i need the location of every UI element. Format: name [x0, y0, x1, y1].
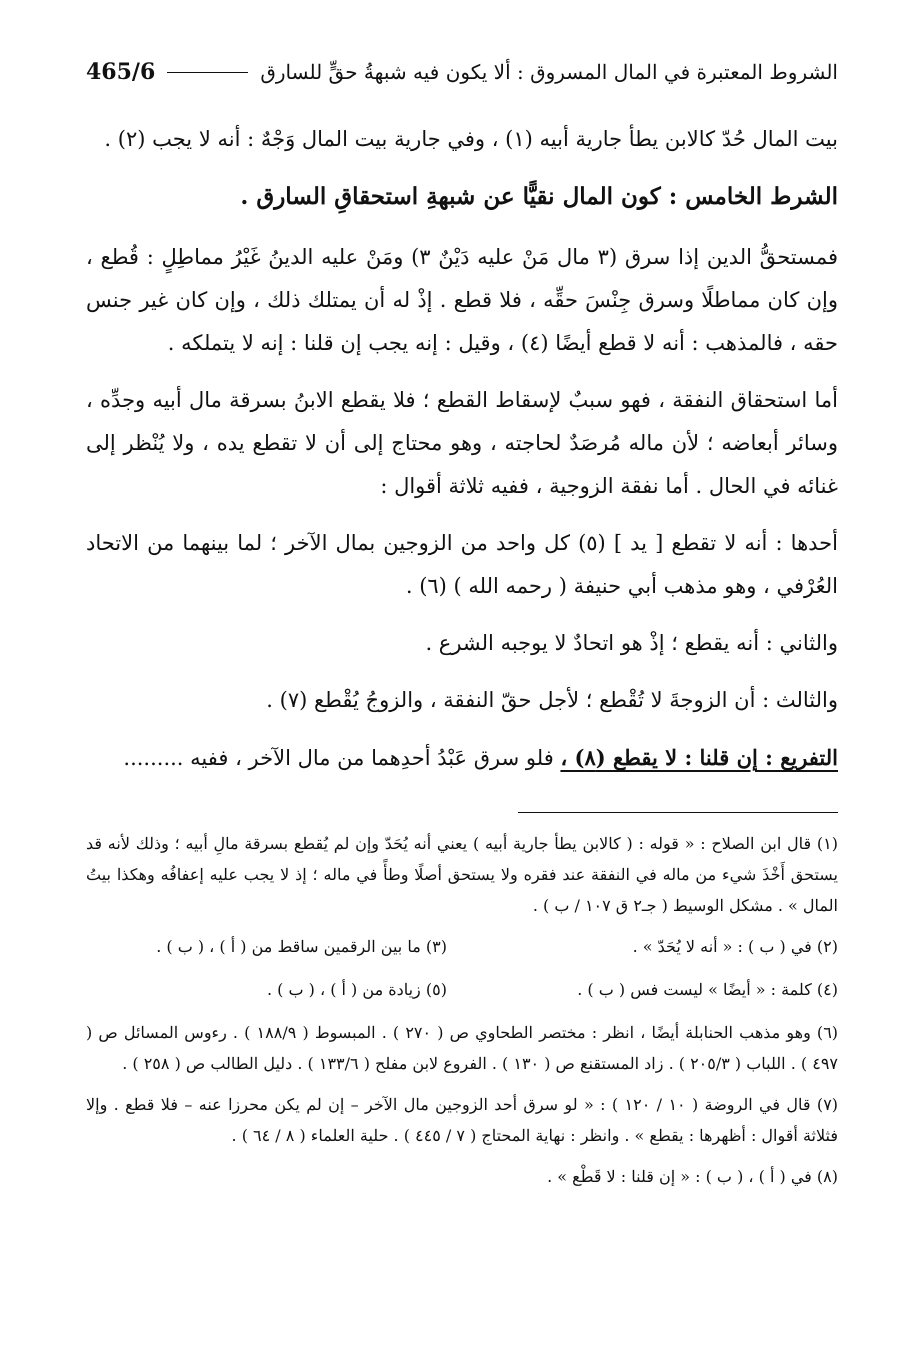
footnote-6: (٦) وهو مذهب الحنابلة أيضًا ، انظر : مختصر الطحاوي ص ( ٢٧٠ ) . المبسوط ( ١٨٨/٩ ) . رءوس المسائل ص ( ٤٩٧ ) . اللباب ( ٢٠٥/٣ ) . زاد المستقنع ص ( ١٣٠ ) . الفروع لابن مفلح ( ١٣٣/٦ ) . دليل الطالب ص ( ٢٥٨ ) . [86, 1023, 839, 1073]
running-head-rule [167, 72, 248, 73]
paragraph-1: بيت المال حُدّ كالابن يطأ جارية أبيه (١) ، وفي جارية بيت المال وَجْهٌ : أنه لا يجب (٢) . [104, 127, 838, 151]
running-head [86, 52, 838, 92]
footnote-5: (٥) زيادة من ( أ ) ، ( ب ) . [266, 980, 447, 999]
running-head-title: الشروط المعتبرة في المال المسروق : ألا يكون فيه شبهةُ حقٍّ للسارق [260, 60, 838, 84]
section-heading: الشرط الخامس : كون المال نقيًّا عن شبهةِ استحقاقِ السارق . [240, 183, 838, 210]
paragraph-3: أما استحقاق النفقة ، فهو سببٌ لإسقاط القطع ؛ فلا يقطع الابنُ بسرقة مال أبيه وجدِّه ، وسائر أبعاضه ؛ لأن ماله مُرصَدٌ لحاجته ، وهو محتاج إلى أن لا تقطع يده ، ولا يُنْظر إلى غنائه في الحال . أما نفقة الزوجية ، ففيه ثلاثة أقوال : [86, 388, 838, 498]
footnote-8: (٨) في ( أ ) ، ( ب ) : « إن قلنا : لا قَطْع » . [547, 1167, 838, 1186]
footnote-4: (٤) كلمة : « أيضًا » ليست فس ( ب ) . [577, 980, 838, 999]
paragraph-4: أحدها : أنه لا تقطع [ يد ] (٥) كل واحد من الزوجين بمال الآخر ؛ لما بينهما من الاتحاد العُرْفي ، وهو مذهب أبي حنيفة ( رحمه الله ) (٦) . [86, 531, 838, 598]
footnote-1: (١) قال ابن الصلاح : « قوله : ( كالابن يطأ جارية أبيه ) يعني أنه يُحَدّ وإن لم يُقطع بسرقة مالِ أبيه ؛ وذلك لأنه قد يستحق أَخْذَ شيء من ماله في النفقة عند فقره ولا يستحق أصلًا وطأً في ماله ؛ إذ لا يجب عليه إعفافُه وهكذا بيتُ المال » . مشكل الوسيط ( جـ٢ ق ١٠٧ / ب ) . [86, 834, 838, 915]
paragraph-6: والثالث : أن الزوجةَ لا تُقْطع ؛ لأجل حقّ النفقة ، والزوجُ يُقْطع (٧) . [266, 688, 838, 712]
footnote-row-4-5 [86, 974, 838, 1005]
paragraph-7-text: فلو سرق عَبْدُ أحدِهما من مال الآخر ، ففيه ......... [123, 746, 561, 770]
main-text [86, 118, 838, 794]
footnote-3: (٣) ما بين الرقمين ساقط من ( أ ) ، ( ب ) . [156, 937, 447, 956]
footnote-row-2-3 [86, 931, 838, 962]
footnote-separator [518, 812, 838, 813]
footnote-7: (٧) قال في الروضة ( ١٠ / ١٢٠ ) : « لو سرق أحد الزوجين مال الآخر – إن لم يكن محرزا عنه – فلا قطع . وإلا فثلاثة أقوال : أظهرها : يقطع » . وانظر : نهاية المحتاج ( ٧ / ٤٤٥ ) . حلية العلماء ( ٨ / ٦٤ ) . [86, 1095, 839, 1145]
footnote-2: (٢) في ( ب ) : « أنه لا يُحَدّ » . [632, 937, 838, 956]
tafri-heading: التفريع : إن قلنا : لا يقطع (٨) ، [560, 745, 838, 770]
paragraph-7 [86, 736, 838, 780]
footnotes [86, 828, 838, 1202]
paragraph-2: فمستحقُّ الدين إذا سرق (٣ مال مَنْ عليه دَيْنٌ ٣) ومَنْ عليه الدينُ غَيْرُ مماطِلٍ : قُطع ، وإن كان مماطلًا وسرق جِنْسَ حقِّه ، فلا قطع . إذْ له أن يمتلك ذلك ، وإن كان غير جنس حقه ، فالمذهب : أنه لا قطع أيضًا (٤) ، وقيل : إنه يجب إن قلنا : إنه لا يتملكه . [86, 245, 838, 355]
paragraph-5: والثاني : أنه يقطع ؛ إذْ هو اتحادٌ لا يوجبه الشرع . [425, 631, 838, 655]
page-number: 465/6 [86, 59, 156, 85]
